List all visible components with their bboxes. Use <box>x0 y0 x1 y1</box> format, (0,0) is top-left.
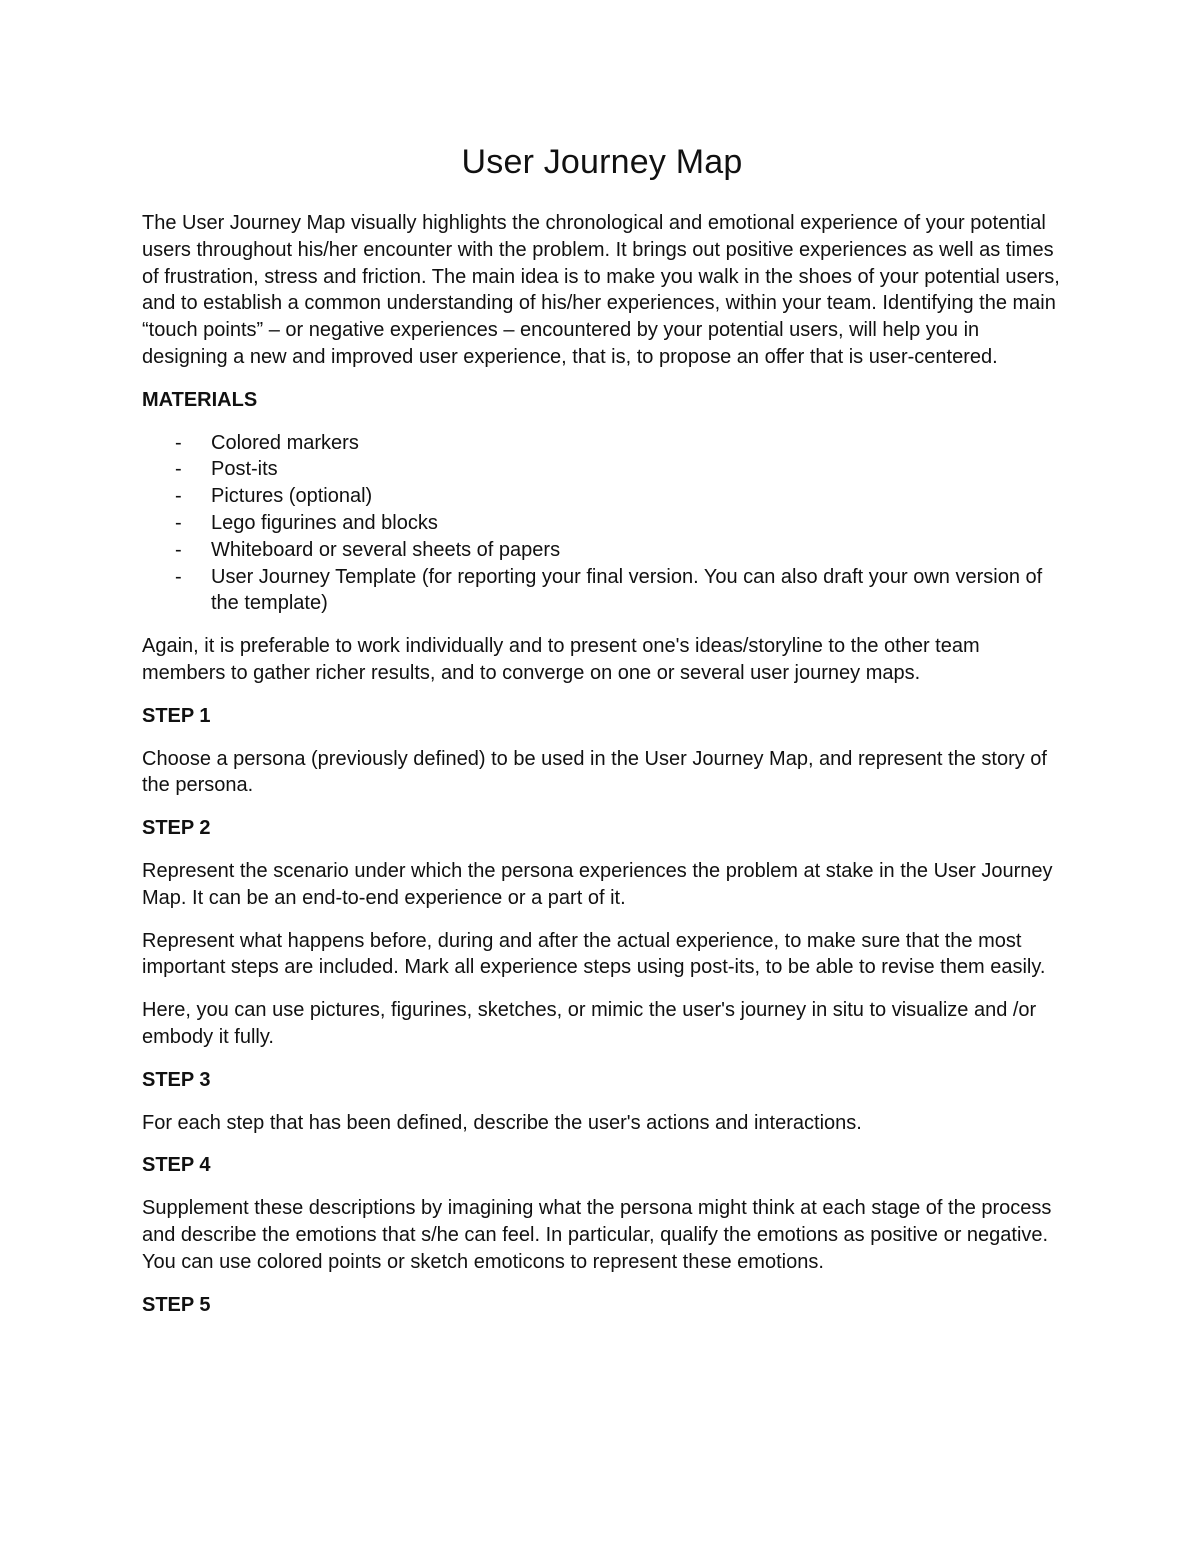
step-2-paragraph: Represent the scenario under which the persona experiences the problem at stake in the User Journey Map. It can be an end-to-end experience or a part of it. <box>142 859 1053 909</box>
step-3-heading: STEP 3 <box>142 1068 211 1091</box>
step-5-heading: STEP 5 <box>142 1293 211 1316</box>
bullet-dash: - <box>175 431 182 454</box>
list-item-text: Post-its <box>211 458 278 481</box>
materials-heading: MATERIALS <box>142 388 258 411</box>
list-item-text: Whiteboard or several sheets of papers <box>211 538 561 561</box>
intro-paragraph: The User Journey Map visually highlights the chronological and emotional experience of your potential users throughout his/her encounter with the problem. It brings out positive experiences as well as times of frustration, stress and friction. The main idea is to make you walk in the shoes of your potential users, and to establish a common understanding of his/her experiences, within your team. Identifying the main “touch points” – or negative experiences – encountered by your potential users, will help you in designing a new and improved user experience, that is, to propose an offer that is user-centered. <box>142 212 1060 368</box>
step-2-paragraph: Represent what happens before, during and after the actual experience, to make sure that the most important steps are included. Mark all experience steps using post-its, to be able to revise them easily. <box>142 929 1046 979</box>
list-item <box>142 537 1062 564</box>
list-item <box>142 483 1062 510</box>
materials-list <box>142 430 1062 618</box>
step-2-paragraph: Here, you can use pictures, figurines, sketches, or mimic the user's journey in situ to visualize and /or embody it fully. <box>142 999 1037 1048</box>
list-item <box>142 456 1062 483</box>
bullet-dash: - <box>175 565 182 588</box>
list-item-text: Colored markers <box>211 431 359 454</box>
list-item <box>142 564 1062 618</box>
list-item-text: Lego figurines and blocks <box>211 511 438 534</box>
list-item-text: Pictures (optional) <box>211 485 373 508</box>
list-item <box>142 510 1062 537</box>
list-item <box>142 430 1062 457</box>
page-title: User Journey Map <box>461 143 743 181</box>
bullet-dash: - <box>175 511 182 534</box>
bullet-dash: - <box>175 538 182 561</box>
bullet-dash: - <box>175 485 182 508</box>
step-1-paragraph: Choose a persona (previously defined) to be used in the User Journey Map, and represent the story of the persona. <box>142 747 1047 797</box>
bullet-dash: - <box>175 458 182 481</box>
materials-note: Again, it is preferable to work individually and to present one's ideas/storyline to the other team members to gather richer results, and to converge on one or several user journey maps. <box>142 635 980 684</box>
step-3-paragraph: For each step that has been defined, describe the user's actions and interactions. <box>142 1111 862 1134</box>
document-page <box>142 140 1062 1334</box>
step-4-heading: STEP 4 <box>142 1154 211 1177</box>
step-2-heading: STEP 2 <box>142 817 211 840</box>
list-item-text: User Journey Template (for reporting your final version. You can also draft your own version of the template) <box>211 565 1043 615</box>
step-4-paragraph: Supplement these descriptions by imagining what the persona might think at each stage of the process and describe the emotions that s/he can feel. In particular, qualify the emotions as positive or negative. You can use colored points or sketch emoticons to represent these emotions. <box>142 1197 1052 1273</box>
step-1-heading: STEP 1 <box>142 704 211 727</box>
